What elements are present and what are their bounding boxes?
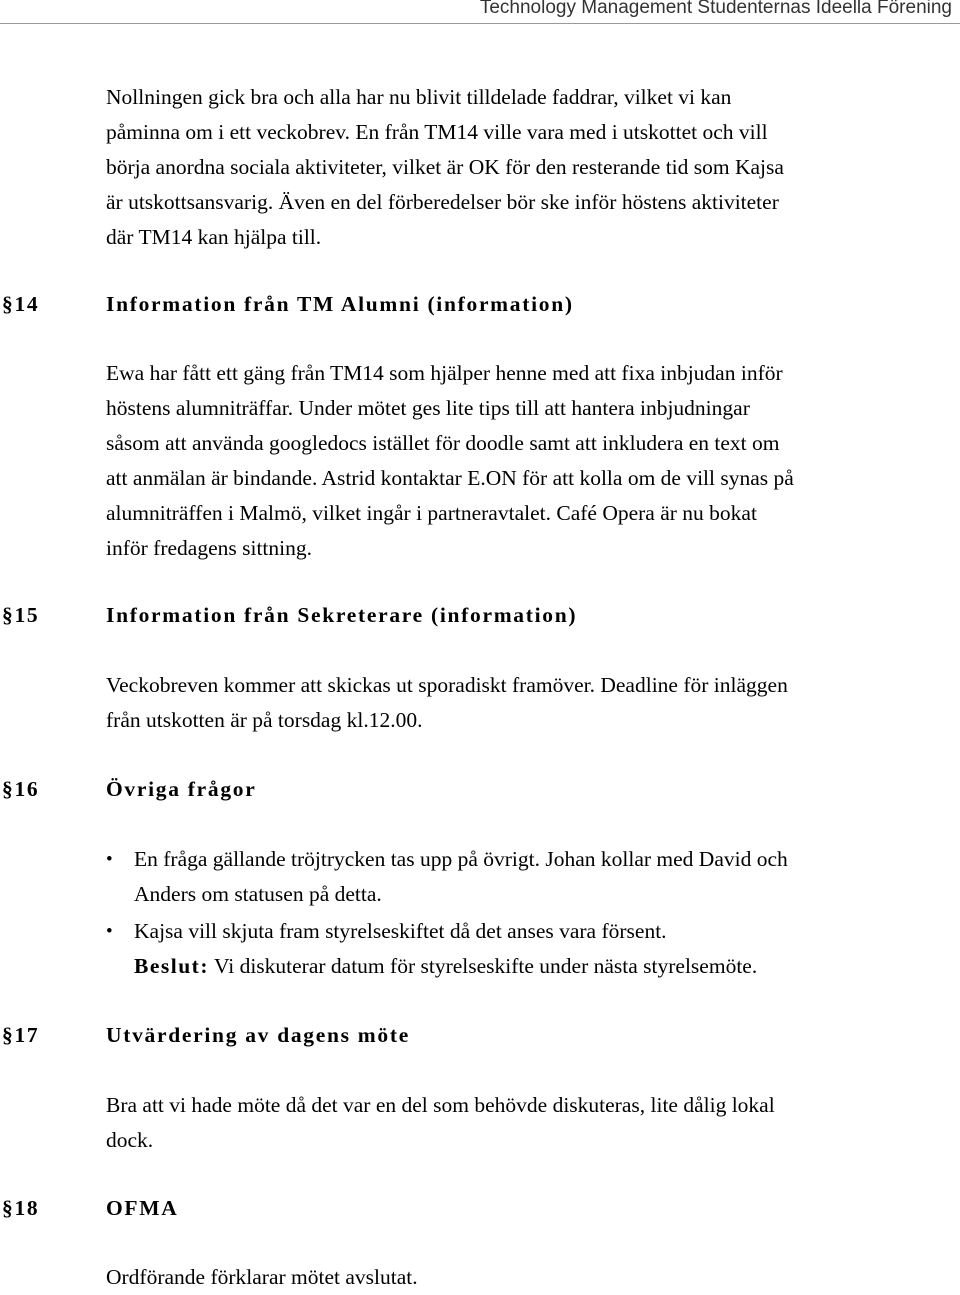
decision-text: Vi diskuterar datum för styrelseskifte under nästa styrelsemöte. <box>209 954 758 978</box>
bullet-line: Kajsa vill skjuta fram styrelseskiftet då det anses vara försent. <box>134 919 667 943</box>
section-title: Övriga frågor <box>106 777 257 801</box>
section-number: §15 <box>2 603 40 627</box>
paragraph-line: påminna om i ett veckobrev. En från TM14 ville vara med i utskottet och vill <box>106 120 768 144</box>
paragraph-line: Nollningen gick bra och alla har nu blivit tilldelade faddrar, vilket vi kan <box>106 85 732 109</box>
paragraph-line: börja anordna sociala aktiviteter, vilket är OK för den resterande tid som Kajsa <box>106 155 784 179</box>
paragraph-line: Bra att vi hade möte då det var en del som behövde diskuteras, lite dålig lokal <box>106 1093 775 1117</box>
paragraph-line: från utskotten är på torsdag kl.12.00. <box>106 708 423 732</box>
section-title: OFMA <box>106 1196 179 1220</box>
decision-label: Beslut: <box>134 954 209 978</box>
paragraph-line: Ewa har fått ett gäng från TM14 som hjälper henne med att fixa inbjudan inför <box>106 361 783 385</box>
bullet-line: En fråga gällande tröjtrycken tas upp på övrigt. Johan kollar med David och <box>134 847 788 871</box>
decision-line <box>134 949 757 984</box>
intro-paragraph <box>106 80 946 255</box>
section-number: §16 <box>2 777 40 801</box>
paragraph-line: såsom att använda googledocs istället för doodle samt att inkludera en text om <box>106 431 780 455</box>
section-14-body <box>106 356 946 566</box>
bullet-icon: • <box>106 849 113 870</box>
section-title: Utvärdering av dagens möte <box>106 1023 410 1047</box>
paragraph-line: alumniträffen i Malmö, vilket ingår i partneravtalet. Café Opera är nu bokat <box>106 501 757 525</box>
header-divider <box>0 23 960 24</box>
section-number: §18 <box>2 1196 40 1220</box>
paragraph-line: Veckobreven kommer att skickas ut sporadiskt framöver. Deadline för inläggen <box>106 673 788 697</box>
page-header-title: Technology Management Studenternas Ideella Förening <box>479 0 952 18</box>
paragraph-line: inför fredagens sittning. <box>106 536 312 560</box>
paragraph-line: Ordförande förklarar mötet avslutat. <box>106 1265 418 1289</box>
paragraph-line: höstens alumniträffar. Under mötet ges lite tips till att hantera inbjudningar <box>106 396 750 420</box>
paragraph-line: att anmälan är bindande. Astrid kontaktar E.ON för att kolla om de vill synas på <box>106 466 794 490</box>
bullet-item <box>106 842 946 912</box>
section-17-body <box>106 1088 946 1158</box>
bullet-item <box>106 914 946 984</box>
paragraph-line: är utskottsansvarig. Även en del förberedelser bör ske inför höstens aktiviteter <box>106 190 779 214</box>
paragraph-line: dock. <box>106 1128 154 1152</box>
bullet-line: Anders om statusen på detta. <box>134 882 382 906</box>
section-number: §17 <box>2 1023 40 1047</box>
section-18-body <box>106 1260 946 1295</box>
section-title: Information från Sekreterare (information) <box>106 603 578 627</box>
bullet-icon: • <box>106 921 113 942</box>
section-15-body <box>106 668 946 738</box>
section-title: Information från TM Alumni (information) <box>106 292 574 316</box>
paragraph-line: där TM14 kan hjälpa till. <box>106 225 322 249</box>
section-number: §14 <box>2 292 40 316</box>
